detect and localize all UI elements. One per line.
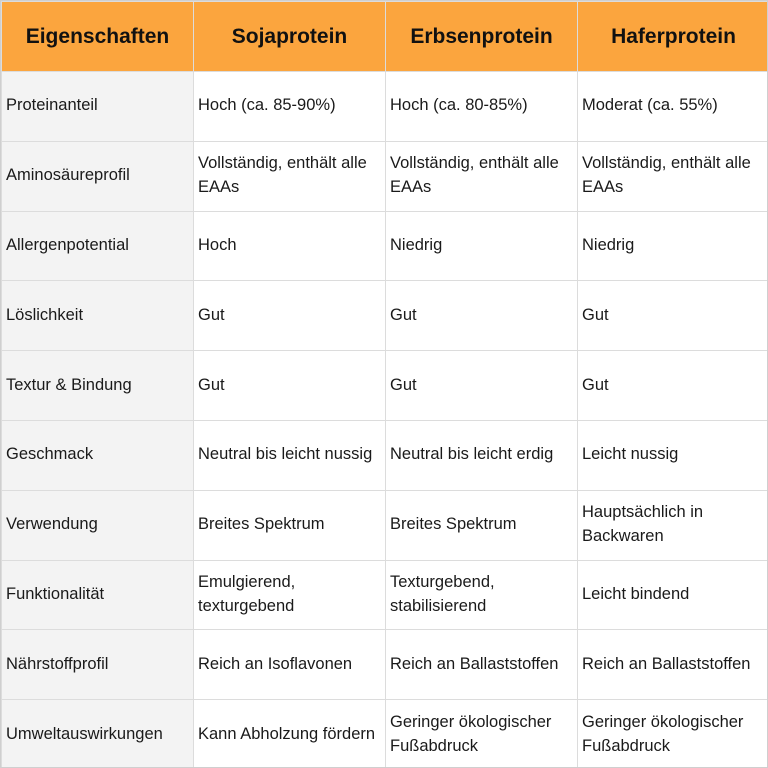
table-row [2,420,768,490]
table-cell: Leicht bindend [578,560,768,630]
column-header-haferprotein: Haferprotein [578,2,768,72]
table-cell: Geringer ökologischer Fußabdruck [386,700,578,768]
table-cell: Neutral bis leicht erdig [386,420,578,490]
table-row [2,351,768,421]
table-cell: Gut [386,351,578,421]
row-label: Nährstoffprofil [2,630,194,700]
table-cell: Vollständig, enthält alle EAAs [578,141,768,211]
table-cell: Moderat (ca. 55%) [578,72,768,142]
table-cell: Breites Spektrum [386,490,578,560]
table-row [2,560,768,630]
table-cell: Neutral bis leicht nussig [194,420,386,490]
table-row [2,141,768,211]
table-cell: Gut [194,351,386,421]
table-row [2,700,768,768]
column-header-sojaprotein: Sojaprotein [194,2,386,72]
table-cell: Hoch (ca. 80-85%) [386,72,578,142]
table-cell: Texturgebend, stabilisierend [386,560,578,630]
table-cell: Reich an Isoflavonen [194,630,386,700]
table-row [2,630,768,700]
protein-comparison-table [1,1,768,768]
row-label: Aminosäureprofil [2,141,194,211]
table-cell: Vollständig, enthält alle EAAs [194,141,386,211]
table-cell: Niedrig [578,211,768,281]
column-header-eigenschaften: Eigenschaften [2,2,194,72]
table-cell: Leicht nussig [578,420,768,490]
table-row [2,490,768,560]
table-cell: Gut [386,281,578,351]
table-cell: Geringer ökologischer Fußabdruck [578,700,768,768]
column-header-erbsenprotein: Erbsenprotein [386,2,578,72]
table-cell: Breites Spektrum [194,490,386,560]
table-cell: Kann Abholzung fördern [194,700,386,768]
table-cell: Hoch [194,211,386,281]
row-label: Umweltauswirkungen [2,700,194,768]
row-label: Proteinanteil [2,72,194,142]
row-label: Löslichkeit [2,281,194,351]
table-row [2,211,768,281]
table-cell: Hauptsächlich in Backwaren [578,490,768,560]
table-cell: Gut [194,281,386,351]
table-cell: Hoch (ca. 85-90%) [194,72,386,142]
table-cell: Emulgierend, texturgebend [194,560,386,630]
table-cell: Gut [578,351,768,421]
table-header-row [2,2,768,72]
table-cell: Reich an Ballaststoffen [578,630,768,700]
row-label: Verwendung [2,490,194,560]
row-label: Geschmack [2,420,194,490]
table-cell: Niedrig [386,211,578,281]
table-row [2,281,768,351]
row-label: Funktionalität [2,560,194,630]
table-cell: Reich an Ballaststoffen [386,630,578,700]
table-cell: Gut [578,281,768,351]
row-label: Textur & Bindung [2,351,194,421]
row-label: Allergenpotential [2,211,194,281]
table-cell: Vollständig, enthält alle EAAs [386,141,578,211]
table-row [2,72,768,142]
